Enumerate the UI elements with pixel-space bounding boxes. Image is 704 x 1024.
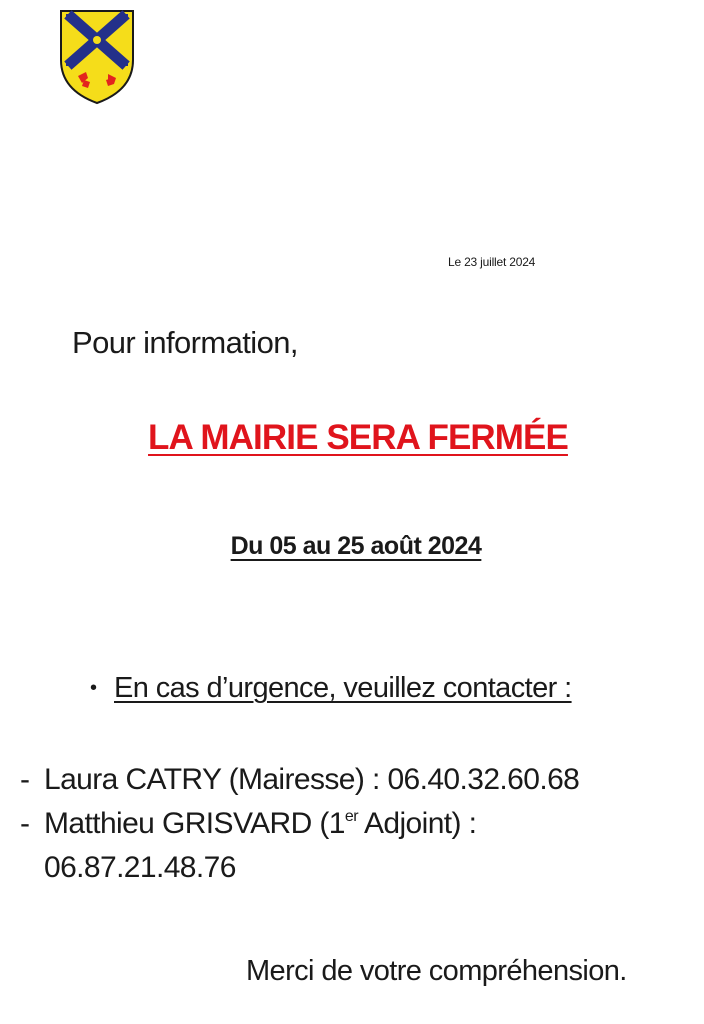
contact-text: Laura CATRY (Mairesse) : 06.40.32.60.68 <box>44 763 580 796</box>
contact-phone: 06.87.21.48.76 <box>44 851 236 884</box>
closure-period-text: Du 05 au 25 août 2024 <box>230 532 482 560</box>
contact-dash: - <box>20 807 30 840</box>
contact-text-after: Adjoint) : <box>357 807 477 840</box>
contact-item <box>20 802 579 846</box>
bullet-point: • <box>90 677 97 699</box>
emergency-text: En cas d’urgence, veuillez contacter : <box>114 672 572 704</box>
headline <box>0 418 704 458</box>
coat-of-arms-logo <box>58 8 136 106</box>
closure-period <box>0 532 704 561</box>
contact-superscript: er <box>344 808 358 825</box>
cross-center <box>93 36 101 44</box>
contact-dash: - <box>20 763 30 796</box>
notice-date: Le 23 juillet 2024 <box>448 255 536 269</box>
contact-item <box>20 758 579 802</box>
closing-text: Merci de votre compréhension. <box>246 955 627 987</box>
headline-text: LA MAIRIE SERA FERMÉE <box>148 418 568 457</box>
contact-list <box>20 758 579 890</box>
intro-text: Pour information, <box>72 325 298 360</box>
contact-text-before: Matthieu GRISVARD (1 <box>44 807 345 840</box>
emergency-line <box>90 672 572 705</box>
